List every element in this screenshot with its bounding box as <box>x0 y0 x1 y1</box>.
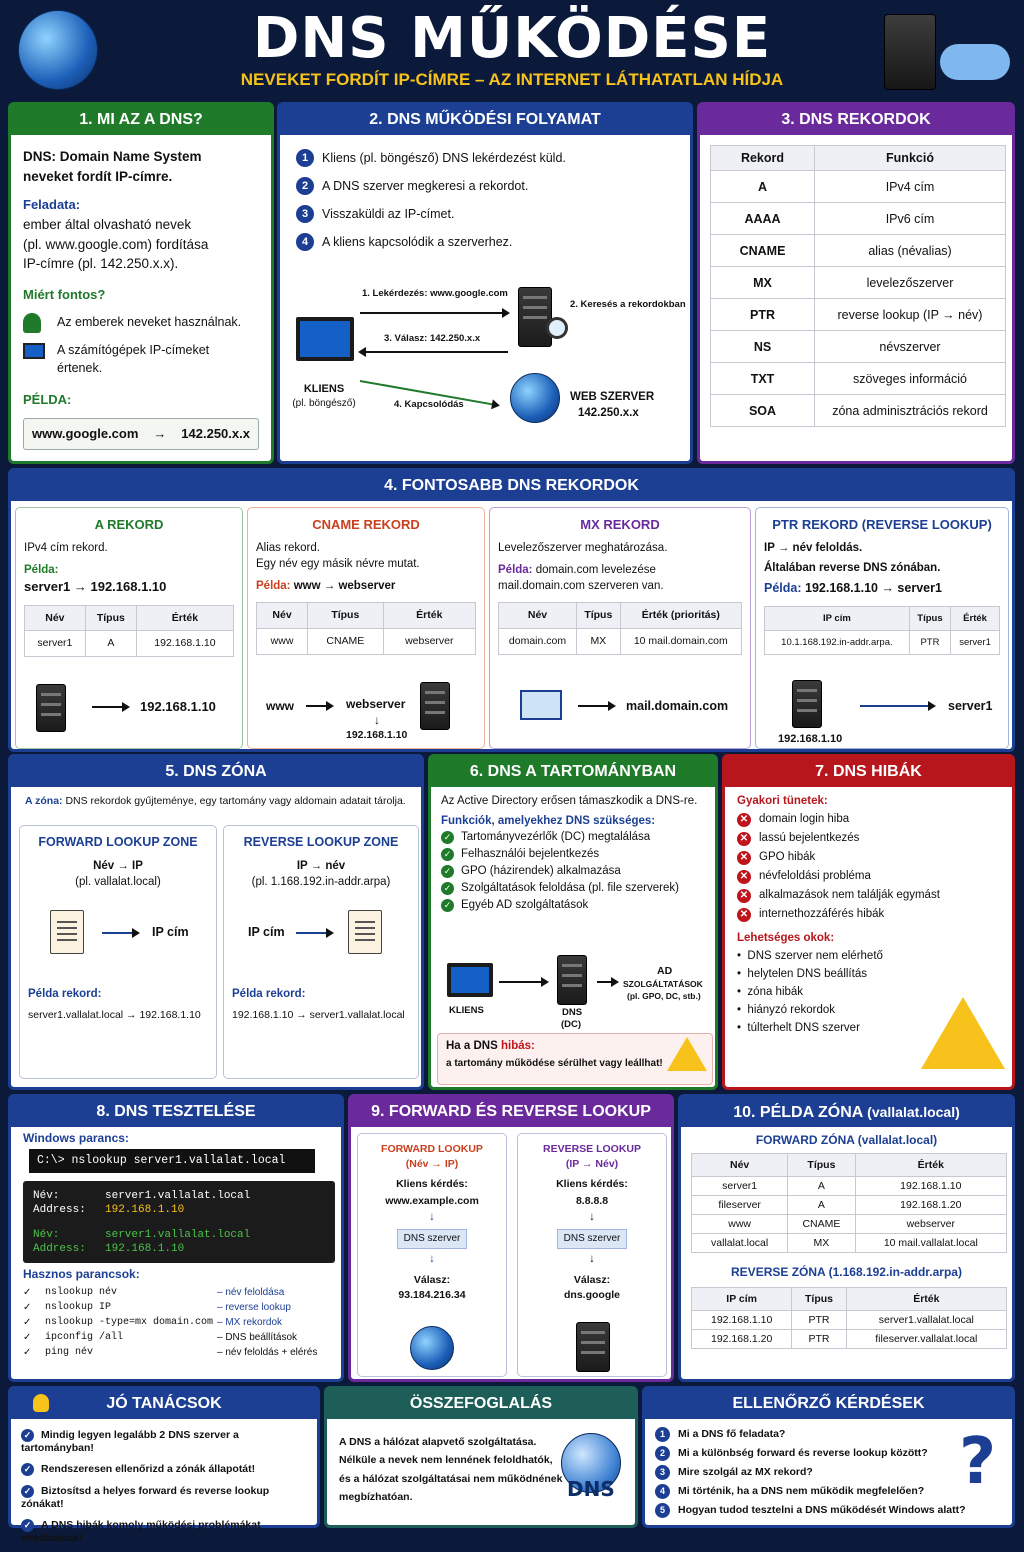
why-line2b: értenek. <box>57 360 103 375</box>
ad-services-label: SZOLGÁLTATÁSOK <box>623 979 703 989</box>
table-row: AAAA IPv6 cím <box>711 203 1006 235</box>
definition-line2: neveket fordít IP-címre. <box>23 168 173 184</box>
lightbulb-icon <box>33 1394 49 1412</box>
ad-services-sub: (pl. GPO, DC, stb.) <box>627 991 701 1001</box>
card-title: CNAME REKORD <box>312 517 420 532</box>
card-a-record <box>15 507 243 749</box>
panel-dns-zone <box>8 754 424 1090</box>
forward-zone-card: FORWARD LOOKUP ZONE Név → IP (pl. vallalat.local) IP cím Példa rekord: server1.vallalat.local → 192.168.1.10 <box>19 825 217 1079</box>
records-table <box>710 145 1006 427</box>
arrow-icon <box>597 981 617 983</box>
card-desc: Egy név egy másik névre mutat. <box>256 558 420 571</box>
client-label: KLIENS <box>449 1005 484 1016</box>
warning-icon <box>921 997 1005 1069</box>
dns-server-icon <box>518 287 552 347</box>
warning-icon <box>667 1037 707 1071</box>
panel-important-records <box>8 468 1015 752</box>
reply-label: 3. Válasz: 142.250.x.x <box>384 333 481 344</box>
arrow-icon <box>578 705 614 707</box>
reverse-zone-title: REVERSE ZÓNA (1.168.192.in-addr.arpa) <box>731 1265 962 1279</box>
card-desc: IP → név feloldás. <box>764 542 863 555</box>
page-subtitle: NEVEKET FORDÍT IP-CÍMRE – AZ INTERNET LÁTHATATLAN HÍDJA <box>240 70 784 89</box>
col-header: Rekord <box>711 146 815 171</box>
example-text: domain.com levelezése <box>535 564 656 577</box>
dns-server-icon <box>557 955 587 1005</box>
col-header: Funkció <box>815 146 1006 171</box>
client-monitor-icon <box>296 317 354 361</box>
symptoms-label: Gyakori tünetek: <box>737 795 828 807</box>
alias-name: www <box>266 699 295 713</box>
panel-dns-process <box>277 102 693 464</box>
panel-title: 10. PÉLDA ZÓNA (vallalat.local) <box>681 1097 1012 1127</box>
panel-dns-errors: 7. DNS HIBÁK Gyakori tünetek: ✕ domain login hiba ✕ lassú bejelentkezés ✕ GPO hibák ✕ névfeloldási probléma ✕ alkalmazások nem találják egymást ✕ internethozzáférés hibák Lehetséges okok: • DNS szerver nem elérhető • helytelen DNS beállítás • zóna hibák • hiányzó rekordok • túlterhelt DNS szerver <box>722 754 1015 1090</box>
arrow-icon <box>499 981 547 983</box>
panel-title: 2. DNS MŰKÖDÉSI FOLYAMAT <box>280 105 690 135</box>
dns-label: DNS <box>562 1007 583 1018</box>
web-server-label: WEB SZERVER <box>570 391 655 403</box>
panel-summary: ÖSSZEFOGLALÁS A DNS a hálózat alapvető szolgáltatása. Nélküle a nevek nem lennének feloldhatók, és a hálózat szolgáltatásai nem működnének megbízhatóan. DNS <box>324 1386 638 1528</box>
example-label: Példa: <box>764 581 802 596</box>
why-label: Miért fontos? <box>23 286 106 302</box>
table-row: MX levelezőszerver <box>711 267 1006 299</box>
step-number: 4 <box>296 233 314 251</box>
panel-title: ELLENŐRZŐ KÉRDÉSEK <box>645 1389 1012 1419</box>
target-ip: IP cím <box>152 925 189 939</box>
web-globe-icon <box>510 373 560 423</box>
panel-dns-testing <box>8 1094 344 1382</box>
panel-tips: JÓ TANÁCSOK ✓ Mindig legyen legalább 2 DNS szerver a tartományban! ✓ Rendszeresen ellenőrizd a zónák állapotát! ✓ Biztosítsd a helyes forward és reverse lookup zónákat! ✓ A DNS hibák komoly működési problémákat okozhatnak! <box>8 1386 320 1528</box>
panel-title: 7. DNS HIBÁK <box>725 757 1012 787</box>
intro-text: DNS rekordok gyűjteménye, egy tartomány vagy aldomain adatait tárolja. <box>65 795 406 807</box>
source-ip: IP cím <box>248 925 285 939</box>
check-icon: ✓ <box>441 882 454 895</box>
intro-label: A zóna: <box>25 795 63 807</box>
server-icon <box>36 684 66 732</box>
client-sublabel: (pl. böngésző) <box>292 398 356 409</box>
dc-label: (DC) <box>561 1019 582 1030</box>
x-icon: ✕ <box>737 870 751 884</box>
arrow-icon <box>102 932 138 934</box>
target-ip: 192.168.1.10 <box>346 729 408 741</box>
panel-title: 8. DNS TESZTELÉSE <box>11 1097 341 1127</box>
source-ip: 192.168.1.10 <box>778 733 843 745</box>
x-icon: ✕ <box>737 889 751 903</box>
example-label: Példa rekord: <box>28 988 102 1000</box>
card-title: MX REKORD <box>580 517 660 532</box>
table-row: TXT szöveges információ <box>711 363 1006 395</box>
panel-dns-in-domain: 6. DNS A TARTOMÁNYBAN Az Active Directory erősen támaszkodik a DNS-re. Funkciók, amelyekhez DNS szükséges: ✓ Tartományvezérlők (DC) megtalálása ✓ Felhasználói bejelentkezés ✓ GPO (házirendek) alkalmazása ✓ Szolgáltatások feloldása (pl. file szerverek) ✓ Egyéb AD szolgáltatások KLIENS DNS (DC) AD SZOLGÁLTATÁSOK (pl. GPO, DC, stb.) Ha a DNS hibás: a tartomány működése sérülhet vagy leállhat! <box>428 754 718 1090</box>
reverse-zone-card: REVERSE LOOKUP ZONE IP → név (pl. 1.168.192.in-addr.arpa) IP cím Példa rekord: 192.168.1.10 → server1.vallalat.local <box>223 825 419 1079</box>
panel-questions: ELLENŐRZŐ KÉRDÉSEK 1 Mi a DNS fő feladata? 2 Mi a különbség forward és reverse lookup között? 3 Mire szolgál az MX rekord? 4 Mi történik, ha a DNS nem működik megfelelően? 5 Hogyan tudod tesztelni a DNS működését Windows alatt? ? <box>642 1386 1015 1528</box>
check-icon: ✓ <box>441 831 454 844</box>
panel-what-is-dns <box>8 102 274 464</box>
panel-forward-reverse <box>348 1094 674 1382</box>
down-arrow-icon: ↓ <box>429 1252 435 1265</box>
task-line3: IP-címre (pl. 142.250.x.x). <box>23 256 179 272</box>
record-table: Név Típus Érték www CNAME webserver <box>256 602 476 654</box>
table-row: CNAME alias (névalias) <box>711 235 1006 267</box>
why-line2a: A számítógépek IP-címeket <box>57 342 210 357</box>
why-line1: Az emberek neveket használnak. <box>57 315 242 330</box>
client-monitor-icon <box>447 963 493 997</box>
check-icon: ✓ <box>21 1485 34 1498</box>
down-arrow-icon: ↓ <box>374 713 380 727</box>
target-ip: 192.168.1.10 <box>140 699 216 714</box>
computer-icon <box>23 343 45 359</box>
envelope-icon <box>520 690 562 720</box>
definition-line1: DNS: Domain Name System <box>23 149 202 164</box>
step-text: A kliens kapcsolódik a szerverhez. <box>322 235 513 249</box>
document-icon <box>50 910 84 954</box>
step-number: 2 <box>296 177 314 195</box>
table-row: 192.168.1.20 PTR fileserver.vallalat.local <box>692 1330 1007 1349</box>
step-number: 3 <box>296 205 314 223</box>
useful-label: Hasznos parancsok: <box>23 1267 140 1281</box>
x-icon: ✕ <box>737 832 751 846</box>
globe-icon <box>410 1326 454 1370</box>
card-cname-record <box>247 507 485 749</box>
query-arrow <box>360 312 508 314</box>
example-text: server1.vallalat.local → 192.168.1.10 <box>28 1009 201 1021</box>
panel-dns-records <box>697 102 1015 464</box>
x-icon: ✕ <box>737 813 751 827</box>
example-text: www → webserver <box>293 580 396 593</box>
reply-arrow <box>360 351 508 353</box>
commands-list: ✓ nslookup név – név feloldása ✓ nslookup IP – reverse lookup ✓ nslookup -type=mx domain.com – MX rekordok ✓ ipconfig /all – DNS beállítások ✓ ping név – név feloldás + elérés <box>23 1287 318 1358</box>
windows-label: Windows parancs: <box>23 1131 129 1145</box>
check-icon: ✓ <box>441 848 454 861</box>
document-icon <box>348 910 382 954</box>
record-table: Név Típus Érték server1 A 192.168.1.10 <box>24 605 234 657</box>
example-text: 192.168.1.10 → server1.vallalat.local <box>232 1009 405 1021</box>
panel-title: 4. FONTOSABB DNS REKORDOK <box>11 471 1012 501</box>
page-title: DNS MŰKÖDÉSE <box>252 6 772 71</box>
example-text: 192.168.1.10 → server1 <box>805 581 942 596</box>
card-title: PTR REKORD (REVERSE LOOKUP) <box>772 517 992 532</box>
causes-label: Lehetséges okok: <box>737 932 835 944</box>
forward-zone-table: Név Típus Érték server1 A 192.168.1.10 fileserver A 192.168.1.20 www CNAME webserver vallalat.local MX 10 mail.vallalat.local <box>691 1153 1007 1253</box>
connect-label: 4. Kapcsolódás <box>394 399 464 410</box>
table-row: fileserver A 192.168.1.20 <box>692 1196 1007 1215</box>
command-line[interactable]: C:\> nslookup server1.vallalat.local <box>29 1149 315 1173</box>
target-name: server1 <box>948 699 993 713</box>
task-line2: (pl. www.google.com) fordítása <box>23 236 209 252</box>
example-arrow: → <box>153 425 167 441</box>
reverse-zone-table: IP cím Típus Érték 192.168.1.10 PTR server1.vallalat.local 192.168.1.20 PTR fileserver.vallalat.local <box>691 1287 1007 1349</box>
magnifier-icon <box>546 317 568 339</box>
dns-logo-text: DNS <box>567 1477 615 1501</box>
functions-label: Funkciók, amelyekhez DNS szükséges: <box>441 815 656 827</box>
server-icon <box>792 680 822 728</box>
table-row: PTR reverse lookup (IP → név) <box>711 299 1006 331</box>
record-table: Név Típus Érték (prioritás) domain.com MX 10 mail.domain.com <box>498 602 742 654</box>
card-title: A REKORD <box>94 517 164 532</box>
arrow-icon <box>296 932 332 934</box>
card-desc: Levelezőszerver meghatározása. <box>498 542 668 555</box>
example-text: mail.domain.com szerveren van. <box>498 580 664 593</box>
client-label: KLIENS <box>303 383 345 395</box>
table-row: server1 A 192.168.1.10 <box>692 1177 1007 1196</box>
example-label: PÉLDA: <box>23 391 72 407</box>
card-mx-record <box>489 507 751 749</box>
panel-title: 3. DNS REKORDOK <box>700 105 1012 135</box>
down-arrow-icon: ↓ <box>589 1210 595 1223</box>
x-icon: ✕ <box>737 851 751 865</box>
table-row: www CNAME webserver <box>692 1215 1007 1234</box>
target-host: mail.domain.com <box>626 699 729 713</box>
example-label: Példa: <box>256 580 291 593</box>
target-name: webserver <box>346 697 406 711</box>
terminal-output: Név: server1.vallalat.local Address: 192.168.1.10 Név: server1.vallalat.local Address: 192.168.1.10 <box>23 1181 335 1263</box>
query-label: 1. Lekérdezés: www.google.com <box>362 288 508 299</box>
search-label: 2. Keresés a rekordokban <box>570 299 686 310</box>
person-icon <box>23 313 41 333</box>
step-text: A DNS szerver megkeresi a rekordot. <box>322 179 529 193</box>
step-number: 1 <box>296 149 314 167</box>
panel-title: 6. DNS A TARTOMÁNYBAN <box>431 757 715 787</box>
reverse-lookup-card: REVERSE LOOKUP (IP → Név) Kliens kérdés: 8.8.8.8 ↓ DNS szerver ↓ Válasz: dns.google <box>517 1133 667 1377</box>
forward-lookup-card: FORWARD LOOKUP (Név → IP) Kliens kérdés: www.example.com ↓ DNS szerver ↓ Válasz: 93.184.216.34 <box>357 1133 507 1377</box>
check-icon: ✓ <box>21 1463 34 1476</box>
warning-box: Ha a DNS hibás: a tartomány működése sérülhet vagy leállhat! <box>437 1033 713 1085</box>
table-row: vallalat.local MX 10 mail.vallalat.local <box>692 1234 1007 1253</box>
arrow-icon <box>860 705 934 707</box>
task-line1: ember által olvasható nevek <box>23 216 192 232</box>
table-row: SOA zóna adminisztrációs rekord <box>711 395 1006 427</box>
example-ip: 142.250.x.x <box>181 425 250 441</box>
panel-title: JÓ TANÁCSOK <box>11 1389 317 1419</box>
panel-title: 1. MI AZ A DNS? <box>11 105 271 135</box>
example-box <box>23 418 259 451</box>
dns-server-box: DNS szerver <box>397 1229 468 1249</box>
x-icon: ✕ <box>737 908 751 922</box>
question-mark-icon: ? <box>959 1425 997 1499</box>
server-icon <box>420 682 450 730</box>
record-table: IP cím Típus Érték 10.1.168.192.in-addr.arpa. PTR server1 <box>764 606 1000 656</box>
step-text: Kliens (pl. böngésző) DNS lekérdezést küld. <box>322 151 566 165</box>
dns-server-box: DNS szerver <box>557 1229 628 1249</box>
card-desc: Általában reverse DNS zónában. <box>764 562 941 575</box>
arrow-icon <box>92 706 128 708</box>
panel-title: ÖSSZEFOGLALÁS <box>327 1389 635 1419</box>
check-icon: ✓ <box>441 865 454 878</box>
panel-title: 5. DNS ZÓNA <box>11 757 421 787</box>
down-arrow-icon: ↓ <box>429 1210 435 1223</box>
table-row: A IPv4 cím <box>711 171 1006 203</box>
panel-title: 9. FORWARD ÉS REVERSE LOOKUP <box>351 1097 671 1127</box>
server-icon <box>576 1322 610 1372</box>
task-label: Feladata: <box>23 197 81 213</box>
example-label: Példa: <box>24 564 59 577</box>
forward-zone-title: FORWARD ZÓNA (vallalat.local) <box>755 1133 938 1147</box>
card-desc: IPv4 cím rekord. <box>24 542 108 555</box>
example-text: server1 → 192.168.1.10 <box>24 579 167 595</box>
check-icon: ✓ <box>21 1519 34 1532</box>
table-row: 192.168.1.10 PTR server1.vallalat.local <box>692 1311 1007 1330</box>
example-label: Példa: <box>498 564 533 577</box>
down-arrow-icon: ↓ <box>589 1252 595 1265</box>
panel-example-zone <box>678 1094 1015 1382</box>
table-row: NS névszerver <box>711 331 1006 363</box>
ad-label: AD <box>657 965 673 977</box>
check-icon: ✓ <box>441 899 454 912</box>
web-server-ip: 142.250.x.x <box>578 407 639 419</box>
example-name: www.google.com <box>32 425 139 441</box>
arrow-icon <box>306 705 332 707</box>
check-icon: ✓ <box>21 1429 34 1442</box>
intro-text: Az Active Directory erősen támaszkodik a DNS-re. <box>441 795 698 807</box>
card-ptr-record <box>755 507 1009 749</box>
card-desc: Alias rekord. <box>256 542 320 555</box>
step-text: Visszaküldi az IP-címet. <box>322 207 455 221</box>
example-label: Példa rekord: <box>232 988 306 1000</box>
